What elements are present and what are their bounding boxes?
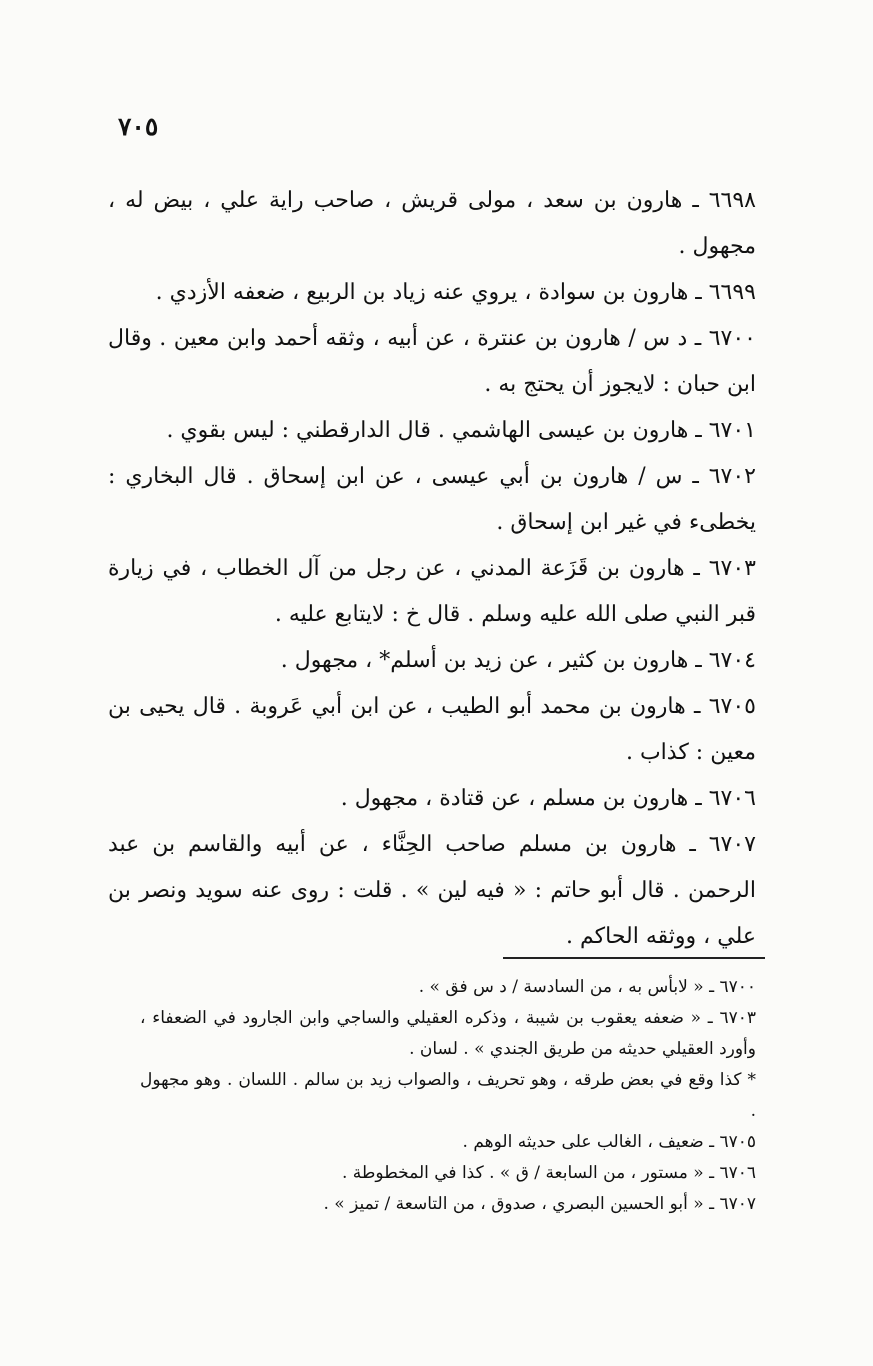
footnote-6706: ٦٧٠٦ ـ « مستور ، من السابعة / ق » . كذا في المخطوطة .	[341, 1163, 756, 1183]
footnote-divider	[503, 957, 765, 959]
entry-6707: ٦٧٠٧ ـ هارون بن مسلم صاحب الحِنَّاء ، عن أبيه والقاسم بن عبد الرحمن . قال أبو حاتم : « فيه لين » . قلت : روى عنه سويد ونصر بن علي ، ووثقه الحاكم .	[108, 832, 756, 949]
entry-6705: ٦٧٠٥ ـ هارون بن محمد أبو الطيب ، عن ابن أبي عَروبة . قال يحيى بن معين : كذاب .	[108, 694, 756, 765]
entry-6704: ٦٧٠٤ ـ هارون بن كثير ، عن زيد بن أسلم* ، مجهول .	[280, 648, 756, 673]
entry-6702: ٦٧٠٢ ـ س / هارون بن أبي عيسى ، عن ابن إسحاق . قال البخاري : يخطىء في غير ابن إسحاق .	[108, 464, 756, 535]
page-number: ٧٠٥	[118, 112, 159, 141]
entry-6706: ٦٧٠٦ ـ هارون بن مسلم ، عن قتادة ، مجهول .	[340, 786, 756, 811]
entry-6699: ٦٦٩٩ ـ هارون بن سوادة ، يروي عنه زياد بن الربيع ، ضعفه الأزدي .	[155, 280, 756, 305]
footnote-6705: ٦٧٠٥ ـ ضعيف ، الغالب على حديثه الوهم .	[462, 1132, 756, 1152]
biography-entries	[108, 178, 756, 960]
entry-6703: ٦٧٠٣ ـ هارون بن قَزَعة المدني ، عن رجل من آل الخطاب ، في زيارة قبر النبي صلى الله عليه وسلم . قال خ : لايتابع عليه .	[108, 556, 756, 627]
footnotes	[140, 972, 756, 1220]
entry-6700: ٦٧٠٠ ـ د س / هارون بن عنترة ، عن أبيه ، وثقه أحمد وابن معين . وقال ابن حبان : لايجوز أن يحتج به .	[108, 326, 756, 397]
footnote-6703: ٦٧٠٣ ـ « ضعفه يعقوب بن شيبة ، وذكره العقيلي والساجي وابن الجارود في الضعفاء ، وأورد العقيلي حديثه من طريق الجندي » . لسان .	[140, 1008, 756, 1059]
entry-6701: ٦٧٠١ ـ هارون بن عيسى الهاشمي . قال الدارقطني : ليس بقوي .	[166, 418, 756, 443]
footnote-6700: ٦٧٠٠ ـ « لابأس به ، من السادسة / د س فق » .	[418, 977, 756, 997]
footnote-6707: ٦٧٠٧ ـ « أبو الحسين البصري ، صدوق ، من التاسعة / تميز » .	[323, 1194, 756, 1214]
entry-6698: ٦٦٩٨ ـ هارون بن سعد ، مولى قريش ، صاحب راية علي ، بيض له ، مجهول .	[108, 188, 756, 259]
footnote-asterisk: * كذا وقع في بعض طرقه ، وهو تحريف ، والصواب زيد بن سالم . اللسان . وهو مجهول .	[140, 1070, 756, 1121]
